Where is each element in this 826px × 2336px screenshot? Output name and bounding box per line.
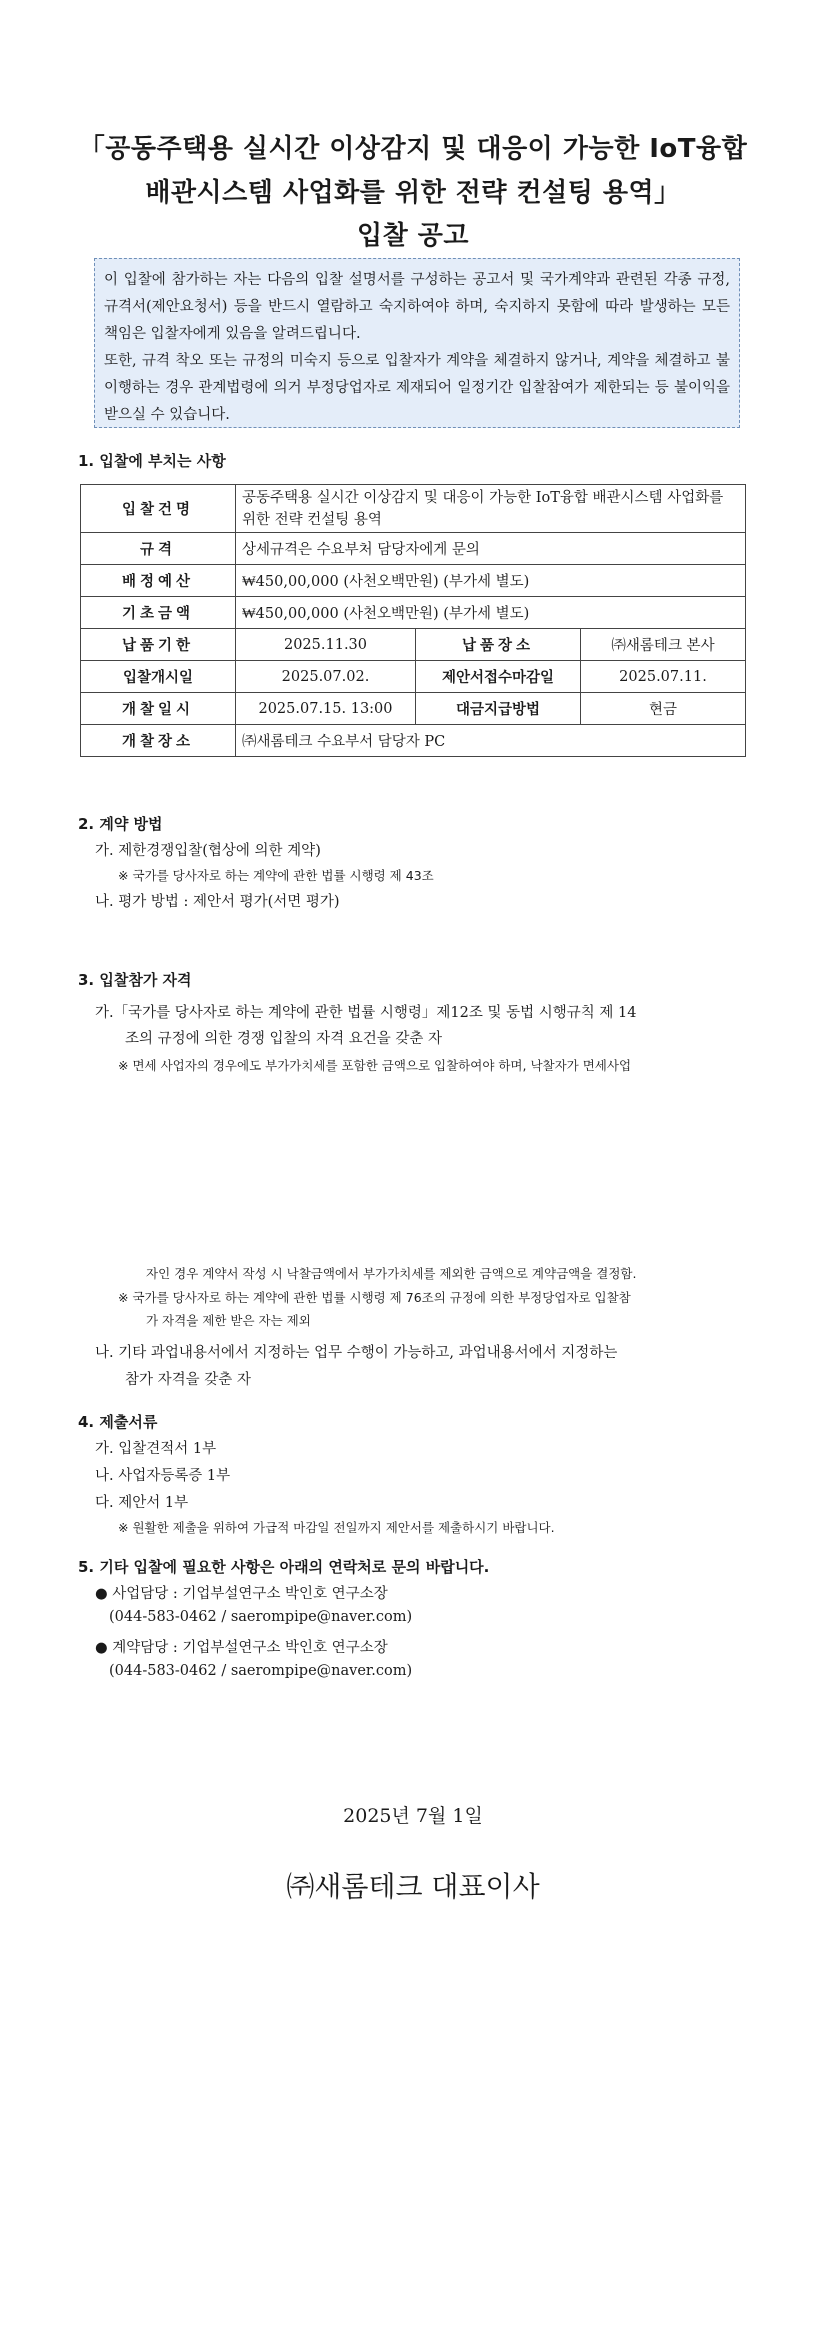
table-row (81, 565, 746, 597)
section-3-note-1-line-1: ※ 면세 사업자의 경우에도 부가가치세를 포함한 금액으로 입찰하여야 하며, 낙찰자가 면세사업 (118, 1058, 632, 1073)
bullet-icon: ● (95, 1586, 108, 1602)
payment-method-label: 대금지급방법 (416, 693, 581, 725)
opening-datetime-value: 2025.07.15. 13:00 (236, 693, 416, 725)
section-3-item-b-line-1: 나. 기타 과업내용서에서 지정하는 업무 수행이 가능하고, 과업내용서에서 지정하는 (95, 1345, 618, 1361)
title-line-2: 배관시스템 사업화를 위한 전략 컨설팅 용역」 (145, 178, 681, 208)
opening-place-value: ㈜새롬테크 수요부서 담당자 PC (236, 725, 746, 757)
table-row (81, 725, 746, 757)
base-amount-value: ₩450,00,000 (사천오백만원) (부가세 별도) (236, 597, 746, 629)
section-4-item-b: 나. 사업자등록증 1부 (95, 1468, 231, 1484)
opening-place-label: 개찰장소 (81, 725, 236, 757)
section-3-item-a-line-1: 가.「국가를 당사자로 하는 계약에 관한 법률 시행령」제12조 및 동법 시행규칙 제 14 (95, 1005, 637, 1021)
section-5-heading: 5. 기타 입찰에 필요한 사항은 아래의 연락처로 문의 바랍니다. (78, 1558, 490, 1576)
contact-1-label: 사업담당 : 기업부설연구소 박인호 연구소장 (112, 1586, 388, 1602)
section-4-item-a: 가. 입찰견적서 1부 (95, 1441, 217, 1457)
table-row (81, 533, 746, 565)
issuer-signature: ㈜새롬테크 대표이사 (286, 1870, 540, 1903)
section-1-heading: 1. 입찰에 부치는 사항 (78, 452, 226, 470)
delivery-deadline-value: 2025.11.30 (236, 629, 416, 661)
bullet-icon: ● (95, 1640, 108, 1656)
opening-datetime-label: 개찰일시 (81, 693, 236, 725)
contact-1-details: (044-583-0462 / saerompipe@naver.com) (109, 1609, 413, 1625)
section-2-item-a: 가. 제한경쟁입찰(협상에 의한 계약) (95, 843, 321, 859)
spec-label: 규격 (81, 533, 236, 565)
title-line-1: 「공동주택용 실시간 이상감지 및 대응이 가능한 IoT융합 (78, 134, 748, 164)
section-3-note-2-line-1: ※ 국가를 당사자로 하는 계약에 관한 법률 시행령 제 76조의 규정에 의한 부정당업자로 입찰참 (118, 1290, 631, 1305)
section-4-note: ※ 원활한 제출을 위하여 가급적 마감일 전일까지 제안서를 제출하시기 바랍니다. (118, 1520, 555, 1535)
delivery-place-label: 납품장소 (416, 629, 581, 661)
payment-method-value: 현금 (581, 693, 746, 725)
table-row (81, 693, 746, 725)
notice-box (94, 258, 740, 428)
section-3-item-b-line-2: 참가 자격을 갖춘 자 (125, 1372, 251, 1388)
notice-paragraph-1: 이 입찰에 참가하는 자는 다음의 입찰 설명서를 구성하는 공고서 및 국가계약과 관련된 각종 규정, 규격서(제안요청서) 등을 반드시 열람하고 숙지하여야 하며, 숙지하지 못함에 따라 발생하는 모든 책임은 입찰자에게 있음을 알려드립니다. (104, 272, 730, 342)
section-2-note: ※ 국가를 당사자로 하는 계약에 관한 법률 시행령 제 43조 (118, 868, 434, 883)
bid-open-date-value: 2025.07.02. (236, 661, 416, 693)
bid-name-label: 입찰건명 (81, 485, 236, 533)
bid-name-value: 공동주택용 실시간 이상감지 및 대응이 가능한 IoT융합 배관시스템 사업화를 위한 전략 컨설팅 용역 (236, 485, 746, 533)
delivery-place-value: ㈜새롬테크 본사 (581, 629, 746, 661)
spec-value: 상세규격은 수요부처 담당자에게 문의 (236, 533, 746, 565)
notice-paragraph-2: 또한, 규격 착오 또는 규정의 미숙지 등으로 입찰자가 계약을 체결하지 않거나, 계약을 체결하고 불이행하는 경우 관계법령에 의거 부정당업자로 제재되어 일정기간 입찰참여가 제한되는 등 불이익을 받으실 수 있습니다. (104, 353, 730, 423)
table-row (81, 661, 746, 693)
budget-label: 배정예산 (81, 565, 236, 597)
base-amount-label: 기초금액 (81, 597, 236, 629)
section-4-item-c: 다. 제안서 1부 (95, 1495, 189, 1511)
section-4-heading: 4. 제출서류 (78, 1413, 158, 1431)
bid-open-date-label: 입찰개시일 (81, 661, 236, 693)
title-line-3: 입찰 공고 (356, 221, 470, 251)
section-3-note-2-line-2: 가 자격을 제한 받은 자는 제외 (146, 1313, 311, 1328)
section-3-heading: 3. 입찰참가 자격 (78, 971, 192, 989)
delivery-deadline-label: 납품기한 (81, 629, 236, 661)
contact-2 (95, 1636, 388, 1657)
announcement-date: 2025년 7월 1일 (343, 1805, 483, 1827)
budget-value: ₩450,00,000 (사천오백만원) (부가세 별도) (236, 565, 746, 597)
proposal-deadline-value: 2025.07.11. (581, 661, 746, 693)
bid-info-table (80, 484, 746, 757)
section-3-item-a-line-2: 조의 규정에 의한 경쟁 입찰의 자격 요건을 갖춘 자 (125, 1031, 443, 1047)
table-row (81, 485, 746, 533)
section-2-item-b: 나. 평가 방법 : 제안서 평가(서면 평가) (95, 894, 340, 910)
table-row (81, 597, 746, 629)
contact-2-label: 계약담당 : 기업부설연구소 박인호 연구소장 (112, 1640, 388, 1656)
contact-2-details: (044-583-0462 / saerompipe@naver.com) (109, 1663, 413, 1679)
contact-1 (95, 1582, 388, 1603)
table-row (81, 629, 746, 661)
section-2-heading: 2. 계약 방법 (78, 815, 163, 833)
proposal-deadline-label: 제안서접수마감일 (416, 661, 581, 693)
section-3-note-1-line-2: 자인 경우 계약서 작성 시 낙찰금액에서 부가가치세를 제외한 금액으로 계약금액을 결정함. (146, 1266, 637, 1281)
